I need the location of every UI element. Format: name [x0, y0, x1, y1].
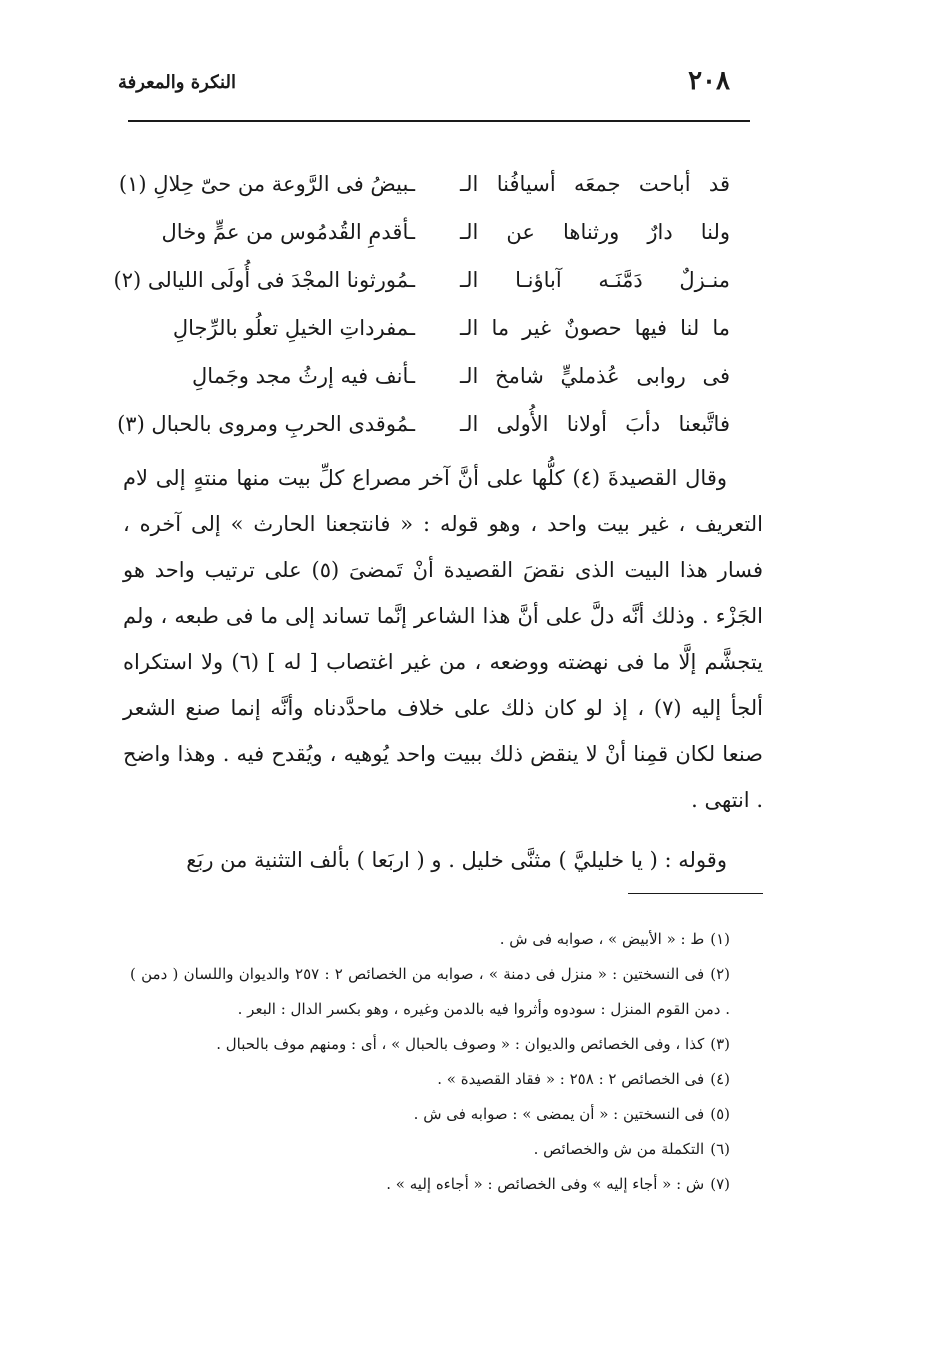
- verse-first-hemistich: فاتَّبعنا دأبَ أولانا الأُولى الـ: [460, 412, 730, 436]
- verse-line: [118, 160, 730, 208]
- footnote-number: (٥): [710, 1105, 730, 1123]
- verse-line: [130, 208, 730, 256]
- verse-line: [113, 256, 730, 304]
- verse-first-hemistich: ما لنا فيها حصونٌ غير ما الـ: [460, 316, 730, 340]
- footnote-rule: [628, 893, 763, 894]
- verse-second-hemistich: ـمُوقدى الحربِ ومروى بالحبال (٣): [117, 412, 415, 436]
- page-number: ٢٠٨: [688, 66, 730, 96]
- verse-second-hemistich: ـأنف فيه إرثُ مجد وجَمالِ: [192, 364, 415, 388]
- verse-line: [117, 400, 730, 448]
- footnote: [130, 1097, 730, 1132]
- footnotes: [130, 922, 730, 1202]
- footnote-number: (٦): [710, 1140, 730, 1158]
- verse-line: [130, 304, 730, 352]
- footnote-text: ط : « الأبيض » ، صوابه فى ش .: [499, 930, 705, 948]
- footnote: [130, 1167, 730, 1202]
- verse-second-hemistich: ـأقدمِ القُدمُوس من عمٍّ وخال: [161, 220, 415, 244]
- footnote-number: (٢): [710, 965, 730, 983]
- poem-verses: [113, 160, 730, 448]
- footnote-text: فى النسختين : « منزل فى دمنة » ، صوابه من الخصائص ٢ : ٢٥٧ والديوان واللسان ( دمن ) . دمن القوم المنزل : سودوه وأثروا فيه بالدمن وغيره ، وهو بكسر الدال : البعر .: [130, 965, 730, 1018]
- footnote-text: فى الخصائص ٢ : ٢٥٨ : « فقاد القصيدة » .: [437, 1070, 705, 1088]
- footnote-number: (١): [710, 930, 730, 948]
- verse-second-hemistich: ـمُورثونا المجْدَ فى أُولَى الليالى (٢): [113, 268, 415, 292]
- footnote-text: فى النسختين : « أن يمضى » : صوابه فى ش .: [413, 1105, 705, 1123]
- footnote: [130, 922, 730, 957]
- footnote: [130, 1062, 730, 1097]
- prose-body: [123, 455, 763, 883]
- footnote-number: (٣): [710, 1035, 730, 1053]
- verse-first-hemistich: منـزلٌ دَمَّنَـه آباؤنـا الـ: [460, 268, 730, 292]
- footnote: [130, 1132, 730, 1167]
- footnote-text: كذا ، وفى الخصائص والديوان : « وصوف بالحبال » ، أى : ومنهم موف بالحبال .: [216, 1035, 705, 1053]
- verse-second-hemistich: ـمفرداتِ الخيلِ تعلُو بالرِّجالِ: [172, 316, 415, 340]
- header-rule: [128, 120, 750, 122]
- running-head: النكرة والمعرفة: [118, 72, 236, 93]
- footnote-number: (٧): [710, 1175, 730, 1193]
- footnote-number: (٤): [710, 1070, 730, 1088]
- footnote: [130, 1027, 730, 1062]
- verse-second-hemistich: ـبيضُ فى الرَّوعة من حىّ حِلالِ (١): [118, 172, 415, 196]
- footnote: [130, 957, 730, 1027]
- verse-line: [130, 352, 730, 400]
- footnote-text: التكملة من ش والخصائص .: [533, 1140, 705, 1158]
- verse-first-hemistich: قد أباحت جمعَه أسيافُنا الـ: [460, 172, 730, 196]
- prose-paragraph: وقوله : ( يا خليليَّ ) مثنَّى خليل . و ( اربَعا ) بألف التثنية من ربَع: [186, 848, 727, 872]
- verse-first-hemistich: فى روابى عُذمليٍّ شامخ الـ: [460, 364, 730, 388]
- footnote-text: ش : « أجاء إليه » وفى الخصائص : « أجاءه إليه » .: [386, 1175, 705, 1193]
- prose-paragraph: وقال القصيدةَ (٤) كلُّها على أنَّ آخر مصراع كلِّ بيت منها منتهٍ إلى لام التعريف ، غير بيت واحد ، وهو قوله : « فانتجعنا الحارث » إلى آخره ، فسار هذا البيت الذى نقضَ القصيدة أنْ تَمضىَ (٥) على ترتيب واحد هو الجَزْء . وذلك أنَّه دلَّ على أنَّ هذا الشاعر إنَّما تساند إلى ما فى طبعه ، ولم يتجشَّم إلَّا ما فى نهضته ووضعه ، من غير اغتصاب [ له ] (٦) ولا استكراه ألجأ إليه (٧) ، إذ لو كان ذلك على خلاف ماحدَّدناه وأنَّه إنما صنع الشعر صنعا لكان قمِنا أنْ لا ينقض ذلك ببيت واحد يُوهيه ، ويُقدح فيه . وهذا واضح . انتهى .: [123, 466, 764, 812]
- verse-first-hemistich: ولنا دارٌ ورثناها عن الـ: [460, 220, 730, 244]
